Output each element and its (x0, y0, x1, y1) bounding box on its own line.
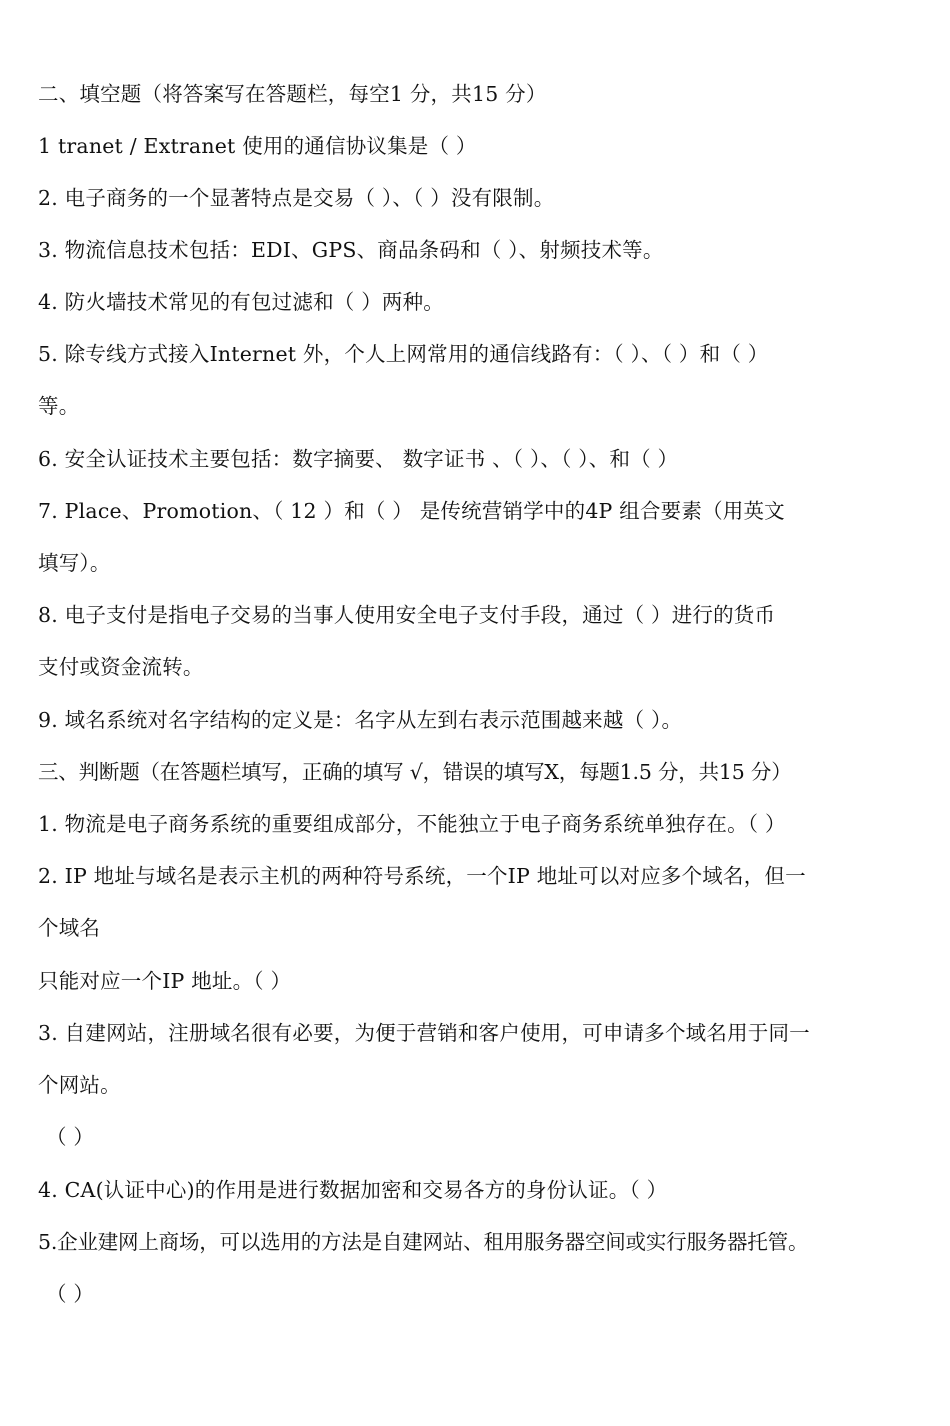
question-line-continuation: 只能对应一个IP 地址。（ ） (38, 969, 292, 993)
question-line-continuation: 个域名 (38, 916, 101, 940)
question-line: 1 tranet / Extranet 使用的通信协议集是（ ） (38, 134, 477, 158)
question-line: 2. 电子商务的一个显著特点是交易（ ）、（ ）没有限制。 (38, 186, 555, 210)
question-line: 4. CA(认证中心)的作用是进行数据加密和交易各方的身份认证。（ ） (38, 1178, 668, 1202)
question-line: 9. 域名系统对名字结构的定义是：名字从左到右表示范围越来越（ ）。 (38, 708, 683, 732)
question-line: 1. 物流是电子商务系统的重要组成部分，不能独立于电子商务系统单独存在。（ ） (38, 812, 786, 836)
question-line: 3. 自建网站，注册域名很有必要，为便于营销和客户使用，可申请多个域名用于同一 (38, 1021, 810, 1045)
question-line: 3. 物流信息技术包括：EDI、GPS、商品条码和（ ）、射频技术等。 (38, 238, 664, 262)
question-line: 5.企业建网上商场，可以选用的方法是自建网站、租用服务器空间或实行服务器托管。 (38, 1230, 809, 1254)
question-line: 7. Place、Promotion、（ 12 ）和（ ） 是传统营销学中的4P 组合要素（用英文 (38, 499, 785, 523)
question-line: 5. 除专线方式接入Internet 外，个人上网常用的通信线路有：（ ）、（ ）和（ ） (38, 342, 769, 366)
question-line: 6. 安全认证技术主要包括：数字摘要、 数字证书 、（ ）、（ ）、和（ ） (38, 447, 679, 471)
question-line: 4. 防火墙技术常见的有包过滤和（ ）两种。 (38, 290, 444, 314)
question-line-continuation: 个网站。 (38, 1073, 121, 1097)
answer-blank: （ ） (46, 1282, 95, 1306)
question-line: 2. IP 地址与域名是表示主机的两种符号系统，一个IP 地址可以对应多个域名，但一 (38, 864, 806, 888)
section-heading-true-false: 三、判断题（在答题栏填写，正确的填写 √，错误的填写X，每题1.5 分，共15 分） (38, 760, 792, 784)
question-line: 8. 电子支付是指电子交易的当事人使用安全电子支付手段，通过（ ）进行的货币 (38, 603, 776, 627)
answer-blank: （ ） (46, 1125, 95, 1149)
question-line-continuation: 支付或资金流转。 (38, 655, 204, 679)
section-heading-fill-in-blank: 二、填空题（将答案写在答题栏，每空1 分，共15 分） (38, 82, 547, 106)
question-line-continuation: 等。 (38, 394, 80, 418)
question-line-continuation: 填写）。 (38, 551, 111, 575)
